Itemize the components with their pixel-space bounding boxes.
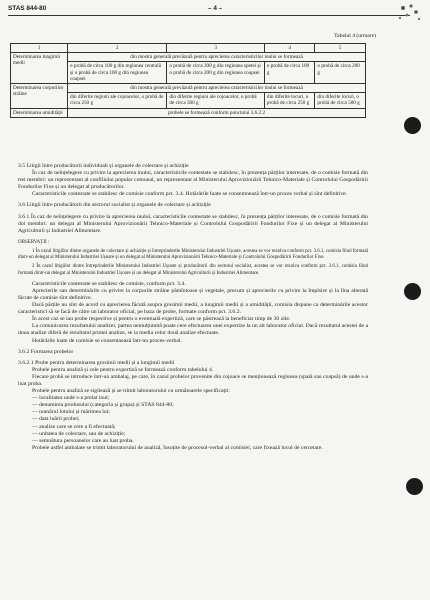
col-number: 4 <box>264 44 315 53</box>
paragraph: Aprecierile san determinările cu privire la corpurile străine pămîntoase și vegetale, precum și aprecierile cu privire la împlsire și la lîna alterată făcute de comisie sînt definitive. <box>18 287 368 301</box>
punch-hole-mark <box>404 283 421 300</box>
paragraph: Fiecare probă se introduce într-un ambalaj, pe care, în cazul probelor provenite din cojoace se menționează regiunea (spată sau coapsă) de unde s-a luat proba. <box>18 373 368 387</box>
observation-note: 1 În cazul litigiilor dintre organele de colectare și achiziție și întreprinderile Ministerului Industriei Ușoare, acestea se vor rezolva conform pct. 3.6.1, comisia fiind formată dintr-un delegat al Ministerului Industriei Ușoare și un delegat al Ministerului Aprovizionării Tehnico-Materiale și Controlului Gospodăririi Fondurilor Fixe. <box>18 248 368 261</box>
table-cell: o probă de circa 200 g <box>315 62 366 84</box>
section-heading: 3.6.2 Formarea probelor <box>18 348 74 355</box>
list-item: — denumirea produsului (categoria și grupa) și STAS 844-80; <box>32 402 174 409</box>
table-cell: o probă de circa 100 g din regiunea centrală și o probă de circa 100 g din regiunea coapsei <box>68 62 167 84</box>
specification-list <box>18 395 368 445</box>
standard-code: STAS 844-80 <box>8 5 47 12</box>
table-cell: o probă de circa 100 g <box>264 62 315 84</box>
row-top-note: din mostra generală prevăzută pentru aprecierea caracteristicilor inului se formează <box>68 84 366 93</box>
list-item: — analize care se cere a fi efectuată; <box>32 423 116 430</box>
table-header-row <box>11 44 366 53</box>
section-heading: 3.5 Litigii între producătorii individuali și organele de colectare și achiziție <box>18 163 189 169</box>
table-cell: din diferite regiuni ale cojoacelor, o probă de circa 250 g <box>68 93 167 108</box>
row-top-note: din mostra generală prevăzută pentru aprecierea caracteristicilor inului se formează <box>68 53 366 62</box>
page-number: – 4 – <box>208 5 223 12</box>
row-label: Determinarea lungimii medii <box>11 53 68 84</box>
col-number: 2 <box>68 44 167 53</box>
table-cell: din diferite locuri, o probă de circa 500 g <box>315 93 366 108</box>
paragraph: În caz de neînțelegere cu privire la aprecierea inului, caracteristicile contestate se stabilesc, în prezența părților interesate, de o comisie formată din trei membri: un reprezentant al confiliului popular comunal, un reprezentant al Ministerului Aprovizionării Tehnico-Materiale și Controlului Gospodăririi Fondurilor Fixe și un delegat al producătorilor. <box>18 170 368 191</box>
list-item: — numărul lotului și mărimea lui; <box>32 409 110 416</box>
paragraph: Probele astfel ambalate se trimit laboratorului de analiză, însoțite de procesul-verbal al comisiei, care fixează locul de cercetare. <box>32 444 323 451</box>
document-body <box>18 163 368 452</box>
row-span-cell: probele se formează conform punctului 3.6.2.2 <box>68 108 366 117</box>
table-cell: o probă de circa 200 g din regiunea spetei și o probă de circa 200 g din regiunea coapsei <box>167 62 265 84</box>
row-label: Determinarea umidității <box>11 108 68 117</box>
paragraph: În acest caz se iau probe respective și pentru o eventuală expertiză, care se păstrează la beneficiar timp de 30 zile. <box>32 316 291 323</box>
table-row <box>11 84 366 93</box>
paragraph: 3.6.1 În caz de neînțelegere cu privire la aprecierea inului, caracteristicile contestate se stabilesc, în prezența părților interesate, de o comisie formată din doi membri: un delegat al Ministerului Aprovizionării Tehnico-Materiale și Controlului Gospodăririi Fondurilor Fixe și un delegat al Ministerului Agriculturii și Industriei Alimentare. <box>18 213 368 234</box>
probe-table <box>10 43 366 118</box>
punch-hole-mark <box>406 478 423 495</box>
observation-note: 2 În cazul litigiilor dintre întreprinderile Ministerului Industriei Ușoare și producătorii din sectorul socialist, acestea se vor rezolva conform pct. 3.6.1, comisia fiind formată dintr-un delegat al Ministerului Industriei Ușoare și un delegat al Ministerului Agriculturii și Industriei Alimentare. <box>18 264 368 276</box>
paragraph: La comunicarea rezultatului analizei, partea nemulțumită poate cere efectuarea unei expertize la un alt laborator oficial. Dacă rezultatul acestei de a doua analize diferă de rezultatul primei analize, se ia media celor două analize efectuate. <box>18 323 368 337</box>
col-number: 5 <box>315 44 366 53</box>
list-item: — localitatea unde s-a prelat inul; <box>32 395 110 402</box>
table-cell: din diferite locuri, o probă de circa 250 g <box>264 93 315 108</box>
paragraph: Hotărârile luate de comisie se consemnează într-un proces-verbal. <box>32 337 182 344</box>
col-number: 1 <box>11 44 68 53</box>
punch-hole-mark <box>404 117 421 134</box>
paragraph: Probele pentru analiză se sigilează și se trimit laboratorului cu următoarele specificații: <box>32 388 230 395</box>
row-label: Determinarea corpurilor străine <box>11 84 68 109</box>
table-cell: din diferite regiuni ale cojoacelor, o probă de circa 500 g <box>167 93 265 108</box>
corner-stamp-mark <box>395 2 423 26</box>
list-item: — semnătura persoanelor care au luat proba. <box>32 437 134 444</box>
list-item: — data luării probei; <box>32 416 80 423</box>
list-item: — unitatea de colectare, sau de achiziție; <box>32 430 126 437</box>
col-number: 3 <box>167 44 265 53</box>
table-caption: Tabelul 4 (urmare) <box>334 33 376 39</box>
paragraph: Caracteristicile contestate se stabilesc de comisie conform pct. 3.4. Hotărârile luate se consemnează într-un proces verbal și sînt definitive. <box>32 191 348 198</box>
header-rule <box>8 15 410 16</box>
subsection-heading: 3.6.2.1 Probe pentru determinarea grosimii medii și a lungimii medii <box>18 359 175 366</box>
paragraph: Caracteristicile contestate se stabilesc de comisie, conform pct. 3.4. <box>32 280 186 287</box>
observations-heading: OBSERVAȚII : <box>18 239 50 245</box>
table-row <box>11 108 366 117</box>
paragraph: Dacă părțile nu sînt de acord cu aprecierea făcută asupra grosimii medii, a lungimii medii și a umidității, comisia dispune ca determinările acestor caracteristici să se facă de către un laborator oficial, pe baza de probe, formate conform pct. 3.6.2. <box>18 302 368 316</box>
paragraph: Probele pentru analiză și cele pentru expertiză se formează conform tabelului 4. <box>32 366 214 373</box>
table-row <box>11 53 366 62</box>
section-heading: 3.6 Litigii între producătorii din sectorul socialist și organele de colectare și achiziție <box>18 202 211 209</box>
